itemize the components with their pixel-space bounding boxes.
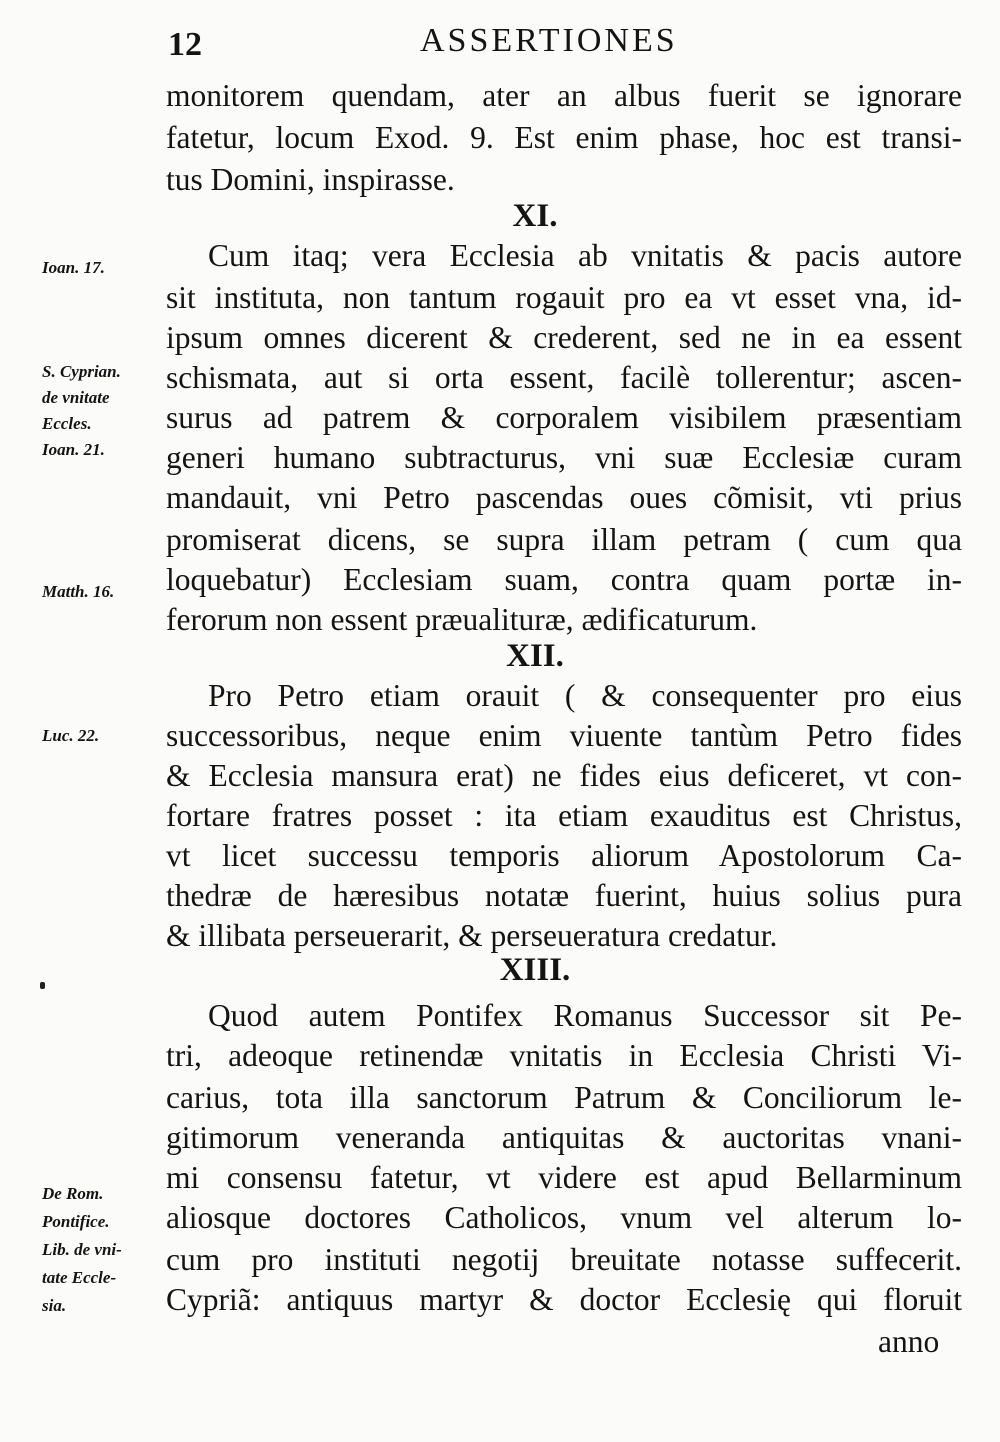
section-heading-xii: XII.	[506, 638, 564, 674]
margin-note: Ioan. 21.	[42, 440, 105, 459]
body-line: fortare fratres posset : ita etiam exauditus est Christus,	[166, 798, 962, 833]
body-line: vt licet successu temporis aliorum Apostolorum Ca-	[166, 838, 962, 873]
body-line: sit instituta, non tantum rogauit pro ea vt esset vna, id-	[166, 280, 962, 315]
margin-note: Lib. de vni-	[42, 1240, 122, 1259]
section-heading-xi: XI.	[512, 198, 558, 234]
ink-mark	[40, 982, 45, 989]
margin-note: De Rom.	[42, 1184, 104, 1203]
body-line: monitorem quendam, ater an albus fuerit se ignorare	[166, 78, 962, 113]
catchword: anno	[878, 1324, 940, 1359]
body-line: thedræ de hæresibus notatæ fuerint, huius solius pura	[166, 878, 962, 913]
body-line: successoribus, neque enim viuente tantùm Petro fides	[166, 718, 962, 753]
body-line: Cum itaq; vera Ecclesia ab vnitatis & pacis autore	[208, 238, 962, 273]
margin-note: Luc. 22.	[42, 726, 100, 745]
body-line: carius, tota illa sanctorum Patrum & Conciliorum le-	[166, 1080, 962, 1115]
body-line: Pro Petro etiam orauit ( & consequenter pro eius	[208, 678, 962, 713]
margin-note: sia.	[42, 1296, 67, 1315]
body-line: mandauit, vni Petro pascendas oues cõmisit, vti prius	[166, 480, 962, 515]
margin-note: S. Cyprian.	[42, 362, 121, 381]
margin-note: Pontifice.	[42, 1212, 110, 1231]
page-number: 12	[168, 26, 202, 63]
body-line: cum pro instituti negotij breuitate notasse suffecerit.	[166, 1242, 962, 1277]
body-line: ferorum non essent præualituræ, ædificaturum.	[166, 602, 758, 637]
body-line: loquebatur) Ecclesiam suam, contra quam portæ in-	[166, 562, 962, 597]
margin-note: de vnitate	[42, 388, 110, 407]
body-line: tus Domini, inspirasse.	[166, 162, 455, 197]
body-line: & Ecclesia mansura erat) ne fides eius deficeret, vt con-	[166, 758, 962, 793]
body-line: & illibata perseuerarit, & perseueratura credatur.	[166, 918, 778, 953]
body-line: promiserat dicens, se supra illam petram ( cum qua	[166, 522, 962, 557]
margin-note: Ioan. 17.	[42, 258, 105, 277]
running-head: ASSERTIONES	[420, 22, 678, 59]
body-line: Cypriã: antiquus martyr & doctor Ecclesię qui floruit	[166, 1282, 962, 1317]
section-heading-xiii: XIII.	[499, 952, 571, 988]
body-line: ipsum omnes dicerent & crederent, sed ne in ea essent	[166, 320, 962, 355]
body-line: mi consensu fatetur, vt videre est apud Bellarminum	[166, 1160, 962, 1195]
body-line: Quod autem Pontifex Romanus Successor sit Pe-	[208, 998, 962, 1033]
body-line: tri, adeoque retinendæ vnitatis in Ecclesia Christi Vi-	[166, 1038, 962, 1073]
body-line: generi humano subtracturus, vni suæ Ecclesiæ curam	[166, 440, 962, 475]
body-line: surus ad patrem & corporalem visibilem præsentiam	[166, 400, 962, 435]
body-line: aliosque doctores Catholicos, vnum vel alterum lo-	[166, 1200, 962, 1235]
margin-note: Matth. 16.	[42, 582, 115, 601]
margin-note: tate Eccle-	[42, 1268, 117, 1287]
body-line: fatetur, locum Exod. 9. Est enim phase, hoc est transi-	[166, 120, 962, 155]
body-line: gitimorum veneranda antiquitas & auctoritas vnani-	[166, 1120, 962, 1155]
body-line: schismata, aut si orta essent, facilè tollerentur; ascen-	[166, 360, 962, 395]
margin-note: Eccles.	[42, 414, 92, 433]
